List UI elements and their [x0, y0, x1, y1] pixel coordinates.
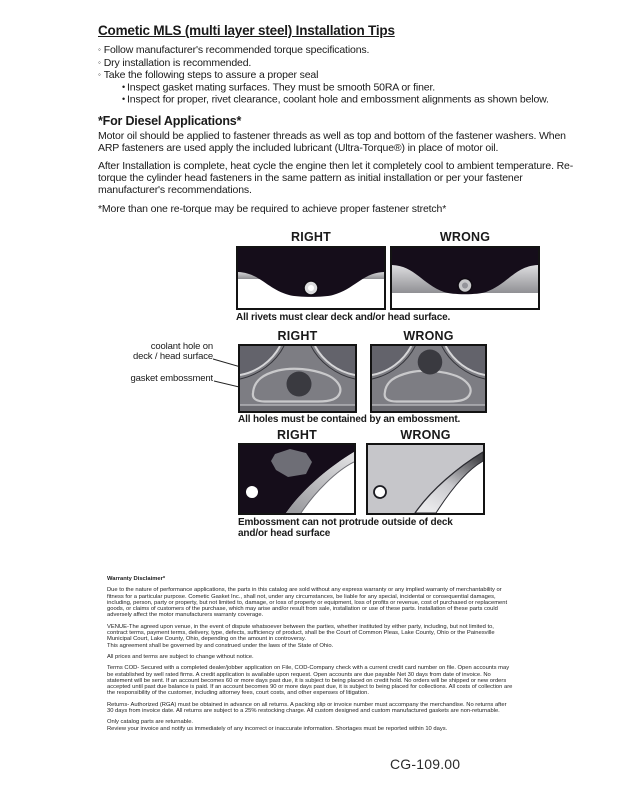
gasket-embossment-callout: gasket embossment	[130, 373, 213, 384]
warranty-paragraph: VENUE-The agreed upon venue, in the event of dispute whatsoever between the parties, whether instituted by either party, including, but not limited to, contract terms, payment terms, delivery, type, defects, sufficiency of product, shall be the Court of Common Pleas, Lake County, Ohio or the Painesville Municipal Court, Lake County, Ohio, depending on the amount in controversy.	[107, 623, 495, 643]
right-label: RIGHT	[291, 230, 331, 244]
warranty-paragraph: Only catalog parts are returnable.	[107, 719, 194, 726]
list-item	[98, 69, 568, 82]
dot-bullet-icon: •	[122, 93, 126, 104]
embossment-right-illustration	[238, 344, 357, 413]
callout-text: deck / head surface	[132, 351, 213, 362]
embossment-wrong-drawing	[372, 346, 485, 411]
rivet-right-drawing	[238, 248, 384, 308]
warranty-heading: Warranty Disclaimer*	[107, 576, 166, 582]
coolant-hole-callout	[96, 342, 213, 362]
diesel-paragraph: After Installation is complete, heat cycle the engine then let it completely cool to ambient temperature. Re-torque the cylinder head fasteners in the same pattern as initial installation or per your fastener manufacturer's recommendations.	[98, 160, 574, 196]
coolant-hole-icon	[418, 350, 443, 375]
wrong-label: WRONG	[403, 329, 454, 343]
warranty-paragraph: Review your invoice and notify us immediately of any incorrect or inaccurate information. Shortages must be reported within 10 days.	[107, 725, 448, 732]
protrusion-right-illustration	[238, 443, 356, 515]
tip-text: Take the following steps to assure a proper seal	[103, 69, 319, 82]
caption-line: and/or head surface	[238, 528, 331, 539]
diesel-paragraph: Motor oil should be applied to fastener threads as well as top and bottom of the fastener washers. When ARP fasteners are used apply the included lubricant (Ultra-Torque®) in place of motor oil.	[98, 130, 566, 154]
page-title: Cometic MLS (multi layer steel) Installation Tips	[98, 23, 395, 38]
right-label: RIGHT	[277, 329, 318, 343]
right-label: RIGHT	[277, 428, 317, 442]
wrong-label: WRONG	[439, 230, 491, 244]
embossment-wrong-illustration	[370, 344, 487, 413]
tip-text: Inspect for proper, rivet clearance, coolant hole and embossment alignments as shown below.	[127, 93, 549, 106]
embossment-caption: All holes must be contained by an embossment.	[238, 414, 461, 425]
diesel-applications-heading: *For Diesel Applications*	[98, 114, 242, 128]
page-code: CG-109.00	[390, 756, 461, 772]
tip-text: Follow manufacturer's recommended torque specifications.	[103, 44, 370, 56]
warranty-paragraph: Terms COD- Secured with a completed dealer/jobber application on File, COD-Company check with a current credit card number on file. Open accounts may be established by well rated firms. A credit application is available upon request. Open accounts are due payable Net 30 days from date of invoice. No statement will be sent. If an account becomes 60 or more days past due, it is subject to being placed on credit hold. No orders will be shipped or new orders accepted until past due balance is paid. If an account becomes 90 or more days past due, it is subject to being placed for collections. All costs of collection are the responsibility of the customer, including attorney fees, court costs, and other expenses of litigation.	[107, 665, 513, 697]
circle-bullet-icon: ◦	[98, 70, 101, 80]
sub-list-item	[98, 94, 568, 106]
protrusion-wrong-illustration	[366, 443, 485, 515]
warranty-paragraph: All prices and terms are subject to change without notice.	[107, 653, 254, 660]
warranty-paragraph: This agreement shall be governed by and construed under the laws of the State of Ohio.	[107, 642, 334, 649]
warranty-paragraph: Due to the nature of performance applications, the parts in this catalog are sold without any express warranty or any implied warranty of merchantability or fitness for a particular purpose. Cometic Gasket Inc., shall not, under any circumstances, be liable for any special, incidental or consequential damages, including, person, party or property, but not limited to, damage, or loss of property or equipment, loss of profits or revenue, cost of purchased or replacement goods, or claims of customers of the purchase, which may arise and/or result from sale, installation or use of these parts. Installation of these parts could adversely affect the motor manufacturers warranty coverage.	[107, 587, 508, 619]
tip-text: Inspect gasket mating surfaces. They must be smooth 50RA or finer.	[127, 81, 435, 94]
circle-bullet-icon: ◦	[98, 57, 101, 67]
protrusion-caption	[238, 517, 453, 539]
dot-bullet-icon: •	[122, 81, 126, 92]
coolant-hole-icon	[287, 372, 312, 397]
wrong-label: WRONG	[400, 428, 451, 442]
installation-tips-list	[98, 44, 568, 106]
caption-line: Embossment can not protrude outside of deck	[238, 517, 453, 528]
tip-text: Dry installation is recommended.	[103, 56, 252, 69]
rivet-wrong-drawing	[392, 248, 538, 308]
embossment-right-drawing	[240, 346, 355, 411]
list-item	[98, 57, 568, 70]
callout-text: coolant hole on	[150, 341, 213, 352]
rivet-right-illustration	[236, 246, 386, 310]
circle-bullet-icon: ◦	[98, 45, 101, 54]
warranty-disclaimer-section	[107, 576, 513, 732]
sub-list-item	[98, 82, 568, 94]
rivet-wrong-illustration	[390, 246, 540, 310]
bolt-hole-icon	[374, 486, 386, 498]
bolt-hole-icon	[246, 486, 258, 498]
protrusion-wrong-drawing	[368, 445, 483, 513]
protrusion-right-drawing	[240, 445, 354, 513]
retorque-note: *More than one re-torque may be required to achieve proper fastener stretch*	[98, 203, 447, 215]
warranty-paragraph: Returns- Authorized (RGA) must be obtained in advance on all returns. A packing slip or invoice number must accompany the merchandise. No returns after 30 days from invoice date. All returns are subject to a 25% restocking charge. All custom designed and custom manufactured gaskets are non-returnable.	[107, 701, 507, 715]
rivet-caption: All rivets must clear deck and/or head surface.	[236, 312, 451, 323]
list-item	[98, 44, 568, 57]
